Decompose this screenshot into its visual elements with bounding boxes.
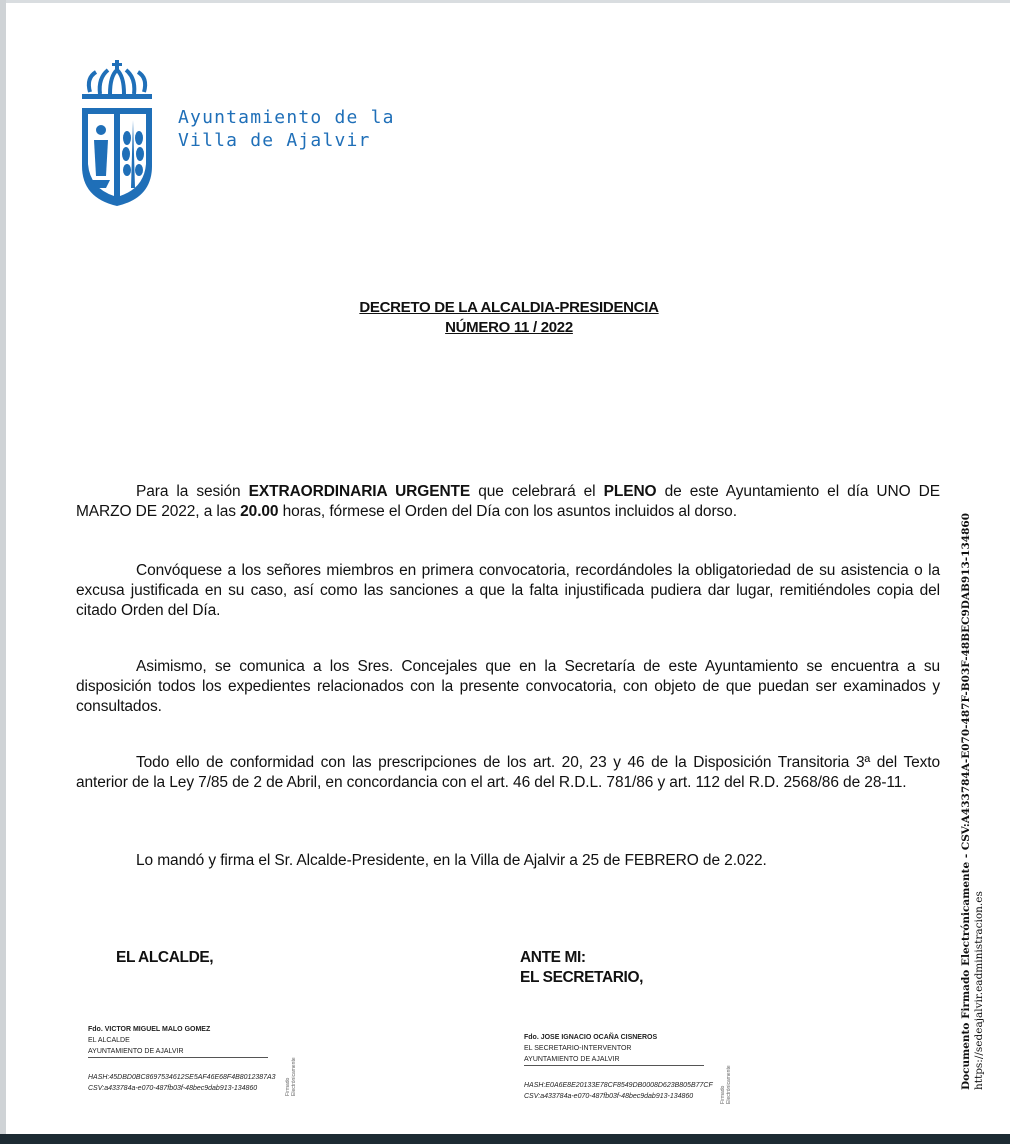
p1-body: PLENO (603, 483, 657, 500)
mayor-signer-org: AYUNTAMIENTO DE AJALVIR (88, 1046, 268, 1058)
organization-name (178, 106, 395, 152)
org-name-line1: Ayuntamiento de la (178, 107, 395, 128)
secretary-signer-name: Fdo. JOSE IGNACIO OCAÑA CISNEROS (524, 1034, 658, 1041)
secretary-signature-hash: HASH:E0A6E8E20133E78CF8549DB0008D623B805B77CF (524, 1082, 713, 1089)
p1-time: 20.00 (240, 503, 279, 520)
viewer-bottom-bar (0, 1134, 1010, 1144)
decree-title (0, 298, 1010, 338)
mayor-signature-csv: CSV:a433784a-e070-487fb03f-48bec9dab913-134860 (88, 1085, 258, 1092)
mayor-signature-hash: HASH:45DBD0BC8697534612SE5AF46E68F4B8012387A3 (88, 1074, 276, 1081)
decree-number: NÚMERO 11 / 2022 (445, 319, 573, 336)
decree-title-line1: DECRETO DE LA ALCALDIA-PRESIDENCIA (359, 299, 659, 316)
p1-text-c: que celebrará el (470, 483, 604, 500)
secretary-heading-line1: ANTE MI: (520, 949, 586, 966)
p1-session-type: EXTRAORDINARIA URGENTE (248, 483, 471, 500)
paragraph-signoff: Lo mandó y firma el Sr. Alcalde-Presidente, en la Villa de Ajalvir a 25 de FEBRERO de 2.022. (136, 852, 767, 869)
secretary-heading-line2: EL SECRETARIO, (520, 969, 644, 986)
p1-text-g: horas, fórmese el Orden del Día con los asuntos incluidos al dorso. (278, 503, 737, 520)
paragraph-convocation: Convóquese a los señores miembros en primera convocatoria, recordándoles la obligatoriedad de su asistencia o la excusa justificada en su caso, así como las sanciones a que la falta injustificada pudiera dar lugar, remitiéndoles copia del citado Orden del Día. (76, 562, 940, 619)
p1-text-e: de este Ayuntamiento el día UNO DE MARZO DE 2022, a las (76, 483, 940, 520)
secretary-heading (520, 948, 643, 988)
secretary-signature-block (524, 1032, 713, 1102)
paragraph-legal-basis: Todo ello de conformidad con las prescripciones de los art. 20, 23 y 46 de la Disposición Transitoria 3ª del Texto anterior de la Ley 7/85 de 2 de Abril, en concordancia con el art. 46 del R.D.L. 781/86 y art. 112 del R.D. 2568/86 de 28-11. (76, 754, 940, 791)
secretary-signer-org: AYUNTAMIENTO DE AJALVIR (524, 1054, 704, 1066)
ajalvir-coat-of-arms-icon (76, 58, 158, 210)
mayor-signer-role: EL ALCALDE (88, 1037, 130, 1044)
side-note-csv: Documento Firmado Electrónicamente - CSV:A433784A-E070-487F-B03F-48BEC9DAB913-134860 (960, 512, 972, 1090)
paragraph-records: Asimismo, se comunica a los Sres. Concejales que en la Secretaría de este Ayuntamiento se encuentra a su disposición todos los expedientes relacionados con la presente convocatoria, con objeto de que puedan ser examinados y consultados. (76, 658, 940, 715)
electronic-signature-side-note (960, 512, 1000, 1090)
p1-text-a: Para la sesión (136, 483, 249, 500)
mayor-signer-name: Fdo. VICTOR MIGUEL MALO GOMEZ (88, 1026, 211, 1033)
side-note-text (960, 512, 986, 1090)
mayor-heading: EL ALCALDE, (116, 949, 214, 966)
secretary-signer-role: EL SECRETARIO-INTERVENTOR (524, 1045, 632, 1052)
mayor-signature-stamp: Firmado Electrónicamente (285, 1057, 297, 1096)
page-top-edge (0, 0, 1010, 3)
paragraph-session (76, 482, 940, 522)
org-name-line2: Villa de Ajalvir (178, 130, 371, 151)
side-note-url: https://sedeajalvir.eadministracion.es (973, 891, 985, 1090)
mayor-signature-block (88, 1024, 276, 1094)
secretary-signature-csv: CSV:a433784a-e070-487fb03f-48bec9dab913-134860 (524, 1093, 694, 1100)
page-left-edge (0, 0, 6, 1144)
secretary-signature-stamp: Firmado Electrónicamente (720, 1065, 732, 1104)
